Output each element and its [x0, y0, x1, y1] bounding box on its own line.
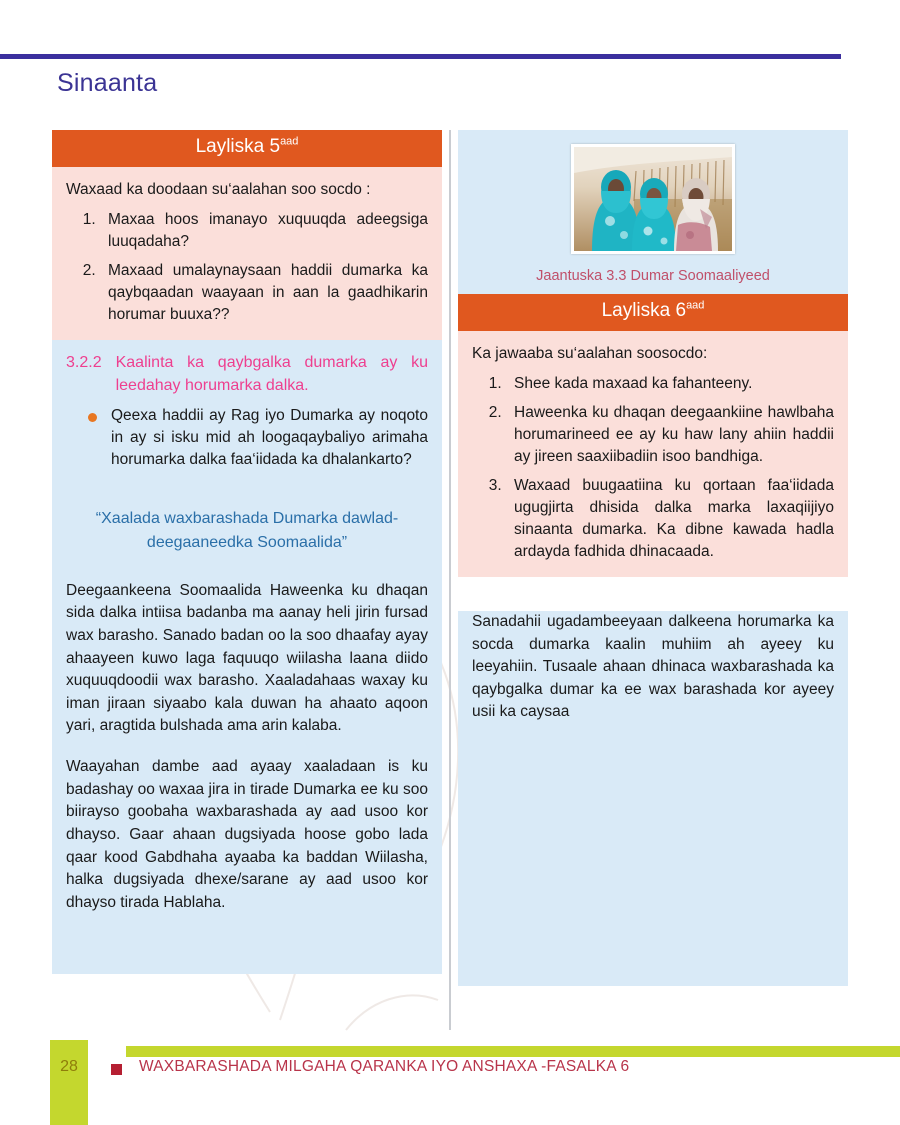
figure-block — [458, 130, 848, 294]
list-item: 2. Maxaad umalaynaysaan haddii dumarka ka qaybqaadan waayaan in aan la gaadhikarin horumar buuxa?? — [100, 260, 428, 326]
closing-panel — [458, 611, 848, 986]
list-item: 1. Maxaa hoos imanayo xuquuqda adeegsiga luuqadaha? — [100, 209, 428, 253]
page-number-box — [50, 1040, 88, 1125]
right-column — [458, 130, 848, 1030]
page-number: 28 — [60, 1058, 78, 1075]
footer-square-icon — [111, 1064, 122, 1075]
exercise-6-panel — [458, 331, 848, 577]
header-rule — [0, 54, 841, 59]
left-column — [52, 130, 442, 1030]
subsection-bullet-text: Qeexa haddii ay Rag iyo Dumarka ay noqoto in ay si isku mid ah loogaqaybaliyo arimaha horumarka dalka faa‘iidada ka dhalankarto? — [111, 407, 428, 469]
column-divider — [449, 130, 451, 1030]
subsection-title: Kaalinta ka qaybgalka dumarka ay ku leedahay horumarka dalka. — [115, 353, 428, 394]
exercise-6-question-list — [472, 373, 834, 563]
subsection-number: 3.2.2 — [66, 353, 102, 371]
exercise-5-panel — [52, 167, 442, 340]
subsection-heading — [66, 352, 428, 397]
exercise-6-banner-label: Layliska 6 — [601, 300, 687, 321]
bullet-dot-icon — [88, 413, 97, 422]
page-title: Sinaanta — [57, 69, 158, 97]
article-paragraph: Waayahan dambe aad ayaay xaaladaan is ku badashay oo waxaa jira in tirade Dumarka ee ku soo biirayso goobaha waxbarashada ay aad usoo kor dhayso. Gaar ahaan dugsiyada hoose gobo lada qaar kood Gabdhaha ayaaba ka baddan Wiilasha, halka dugsiyada dhexe/sarane ay aad usoo kor dhayso tirada Hablaha. — [66, 758, 428, 911]
article-quote-title: “Xaalada waxbarashada Dumarka dawlad-deegaaneedka Soomaalida” — [95, 510, 399, 551]
figure-caption: Jaantuska 3.3 Dumar Soomaaliyeed — [536, 268, 770, 284]
article-paragraph: Deegaankeena Soomaalida Haweenka ku dhaqan sida dalka intiisa badanba ma aanay heli jirin fursad wax barasho. Sanado badan oo la soo dhaafay ayay ahaayeen kuwo laga faquuqo wiilasha laana diido xuquuqdoodii wax barasho. Xaaladahaas waxay ku iman jiraan siyaabo kala duwan ha ahaato aqoon yari, aragtida bulshada ama arin kalaba. — [66, 581, 428, 735]
footer-bar — [126, 1046, 900, 1057]
exercise-5-banner — [52, 130, 442, 167]
figure-photo — [571, 144, 735, 254]
list-item: 1. Shee kada maxaad ka fahanteeny. — [506, 373, 834, 395]
exercise-5-banner-label: Layliska 5 — [195, 136, 281, 157]
footer-text: WAXBARASHADA MILGAHA QARANKA IYO ANSHAXA -FASALKA 6 — [139, 1058, 630, 1075]
exercise-6-banner-sup: aad — [686, 299, 705, 312]
list-item: 2. Haweenka ku dhaqan deegaankiine hawlbaha horumarineed ee ay ku haw lany ahiin haddii ay jireen saaxiibadiin isoo bandhiga. — [506, 402, 834, 468]
exercise-5-question-list — [66, 209, 428, 326]
exercise-6-intro: Ka jawaaba su‘aalahan soosocdo: — [472, 344, 708, 362]
exercise-5-intro: Waxaad ka doodaan su‘aalahan soo socdo : — [66, 180, 371, 198]
subsection-bullet-item — [66, 405, 428, 471]
list-item: 3. Waxaad buugaatiina ku qortaan faa‘iidada ugugjirta dhisida dalka marka laxaqiijiyo sinaanta dumarka. Ka dibne kawada hadla ardayda fadhida dhinacaada. — [506, 475, 834, 563]
exercise-6-banner — [458, 294, 848, 331]
subsection-panel — [52, 340, 442, 485]
closing-paragraph: Sanadahii ugadambeeyaan dalkeena horumarka ka socda dumarka kaalin muhiim ah ayeey ku leeyahiin. Tusaale ahaan dhinaca waxbarashada ka qaybgalka dumar ka ee wax barashada kor ayeey usii ka caysaa — [472, 612, 834, 721]
exercise-5-banner-sup: aad — [280, 135, 299, 148]
article-panel — [52, 485, 442, 974]
